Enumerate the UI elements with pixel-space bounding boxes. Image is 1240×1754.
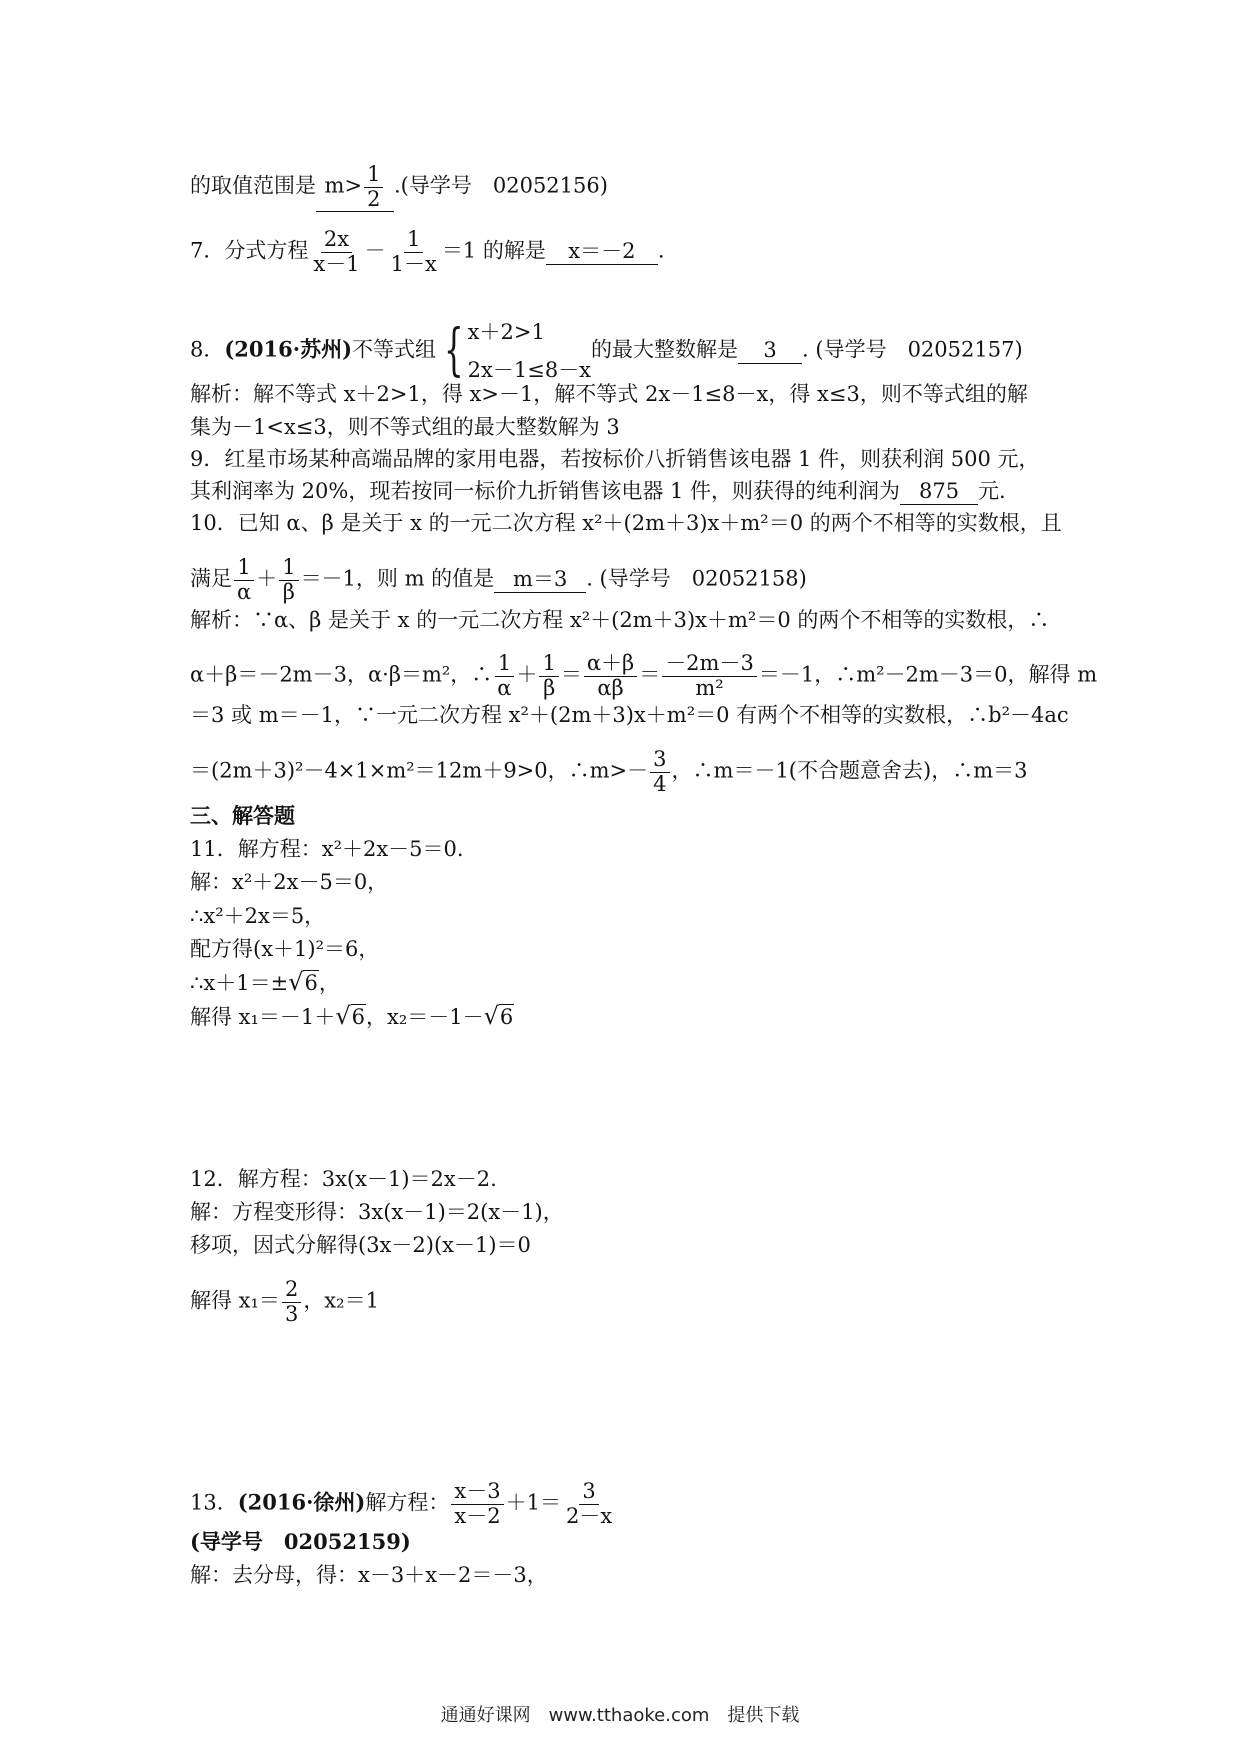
solution-12-line-2: 移项，因式分解得(3x－2)(x－1)＝0 bbox=[190, 1233, 531, 1257]
solution-11-line-3: 配方得(x＋1)²＝6， bbox=[190, 937, 380, 961]
analysis-10-line-4: ＝(2m＋3)²－4×1×m²＝12m＋9>0，∴m>－ $\frac{3}{4}$ ，∴m＝－1(不合题意舍去)，∴m＝3 bbox=[190, 747, 1028, 796]
answer-blank: x＝－2 bbox=[546, 238, 658, 265]
question-11: 11．解方程：x²＋2x－5＝0. bbox=[190, 837, 464, 861]
analysis-8-line-2: 集为－1<x≤3，则不等式组的最大整数解为 3 bbox=[190, 415, 620, 439]
analysis-10-line-3: ＝3 或 m＝－1，∵一元二次方程 x²＋(2m＋3)x＋m²＝0 有两个不相等的实数根，∴b²－4ac bbox=[190, 703, 1069, 727]
fraction: $\frac{1}{\beta}$ bbox=[279, 556, 298, 604]
fraction: $\frac{x-3}{x-2}$ bbox=[451, 1480, 503, 1528]
question-13-ref: (导学号 02052159) bbox=[190, 1529, 411, 1554]
fraction: $\frac{3}{4}$ bbox=[650, 748, 669, 796]
fraction: $\frac{1}{\alpha}$ bbox=[234, 556, 254, 604]
answer-blank: m＝3 bbox=[494, 566, 586, 593]
solution-11-line-2: ∴x²＋2x＝5， bbox=[190, 904, 326, 928]
question-13: 13．(2016·徐州)解方程： $\frac{x-3}{x-2}$ ＋1＝ $\frac{3}{2-x}$ bbox=[190, 1480, 617, 1528]
answer-blank: 875 bbox=[900, 478, 978, 505]
inequality-system: { x＋2>1 2x－1≤8－x bbox=[444, 318, 592, 383]
brace-icon: { bbox=[444, 318, 464, 383]
question-9-line-1: 9．红星市场某种高端品牌的家用电器，若按标价八折销售该电器 1 件，则获利润 500 元， bbox=[190, 447, 1040, 471]
answer-blank: m> $\frac{1}{2}$ bbox=[316, 163, 394, 212]
fraction: $\frac{1}{\beta}$ bbox=[539, 652, 558, 700]
question-10-line-2: 满足 $\frac{1}{\alpha}$ ＋ $\frac{1}{\beta}$ ＝－1，则 m 的值是 m＝3 . (导学号 02052158) bbox=[190, 555, 807, 604]
solution-13-line-1: 解：去分母，得：x－3＋x－2＝－3， bbox=[190, 1563, 548, 1587]
fraction: $\frac{3}{2-x}$ bbox=[565, 1479, 613, 1528]
fraction: $\frac{1}{1-x}$ bbox=[390, 227, 437, 276]
question-12: 12．解方程：3x(x－1)＝2x－2. bbox=[190, 1167, 497, 1191]
line-range: 的取值范围是 m> $\frac{1}{2}$ .(导学号 02052156) bbox=[190, 162, 608, 211]
analysis-8-line-1: 解析：解不等式 x＋2>1，得 x>－1，解不等式 2x－1≤8－x，得 x≤3，则不等式组的解 bbox=[190, 382, 1028, 406]
page-footer: 通通好课网 www.tthaoke.com 提供下载 bbox=[440, 1705, 800, 1726]
analysis-10-line-2: α＋β＝－2m－3，α·β＝m²，∴ $\frac{1}{\alpha}$ ＋ $\frac{1}{\beta}$ ＝ $\frac{\alpha+\beta}{\alpha\beta}$ ＝ $\frac{-2m-3}{\text{m²}}$ ＝－1，∴m²－2m－3＝0，解得 m bbox=[190, 651, 1098, 700]
sqrt: √6 bbox=[288, 968, 318, 996]
solution-12-line-3: 解得 x₁＝ $\frac{2}{3}$ ，x₂＝1 bbox=[190, 1277, 379, 1326]
sqrt: √6 bbox=[335, 1002, 365, 1030]
question-7: 7．分式方程 $\frac{2x}{x-1}$ － $\frac{1}{1-x}$ ＝1 的解是 x＝－2 . bbox=[190, 227, 665, 276]
solution-11-line-1: 解：x²＋2x－5＝0， bbox=[190, 870, 389, 894]
analysis-10-line-1: 解析：∵α、β 是关于 x 的一元二次方程 x²＋(2m＋3)x＋m²＝0 的两个不相等的实数根，∴ bbox=[190, 608, 1050, 632]
fraction: $\frac{2x}{x-1}$ bbox=[313, 227, 360, 276]
solution-12-line-1: 解：方程变形得：3x(x－1)＝2(x－1)， bbox=[190, 1200, 564, 1224]
sqrt: √6 bbox=[483, 1002, 514, 1030]
solution-11-line-4: ∴x＋1＝±√6， bbox=[190, 968, 340, 996]
question-10-line-1: 10．已知 α、β 是关于 x 的一元二次方程 x²＋(2m＋3)x＋m²＝0 的两个不相等的实数根，且 bbox=[190, 511, 1062, 535]
fraction: $\frac{1}{2}$ bbox=[364, 163, 383, 211]
question-9-line-2: 其利润率为 20%，现若按同一标价九折销售该电器 1 件，则获得的纯利润为 875 元. bbox=[190, 479, 1006, 503]
answer-blank: 3 bbox=[738, 337, 802, 364]
question-8: 8．(2016·苏州)不等式组 { x＋2>1 2x－1≤8－x 的最大整数解是 3 . (导学号 02052157) bbox=[190, 313, 1023, 389]
fraction: $\frac{-2m-3}{\text{m²}}$ bbox=[662, 652, 757, 700]
fraction: $\frac{2}{3}$ bbox=[282, 1278, 301, 1326]
solution-11-line-5: 解得 x₁＝－1＋√6，x₂＝－1－√6 bbox=[190, 1002, 514, 1030]
section-heading: 三、解答题 bbox=[190, 803, 295, 828]
fraction: $\frac{\alpha+\beta}{\alpha\beta}$ bbox=[584, 652, 637, 700]
fraction: $\frac{1}{\alpha}$ bbox=[494, 652, 514, 700]
